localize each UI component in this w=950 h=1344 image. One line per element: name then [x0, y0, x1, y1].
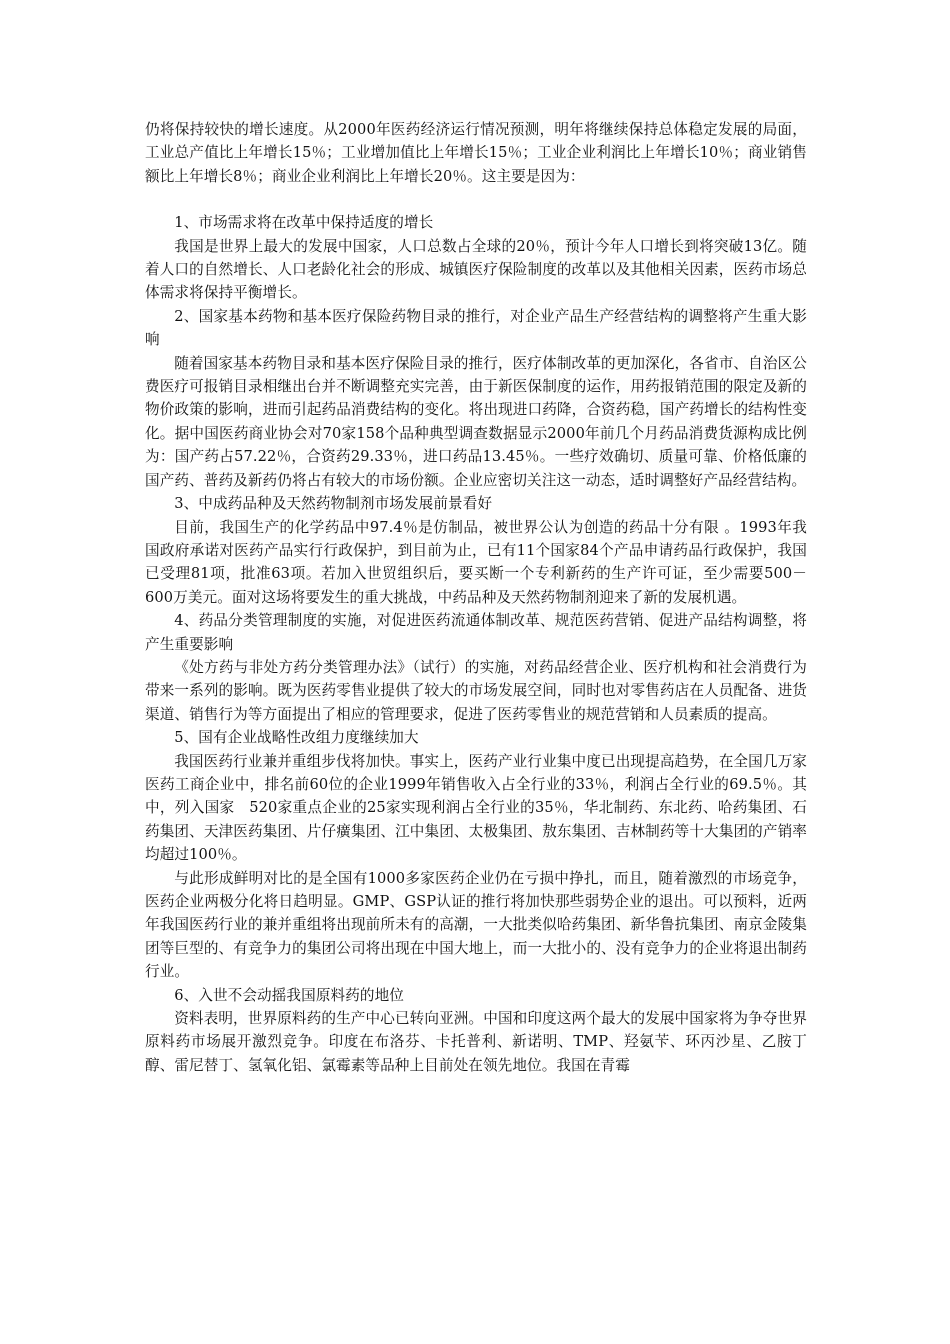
heading-4: 4、药品分类管理制度的实施，对促进医药流通体制改革、规范医药营销、促进产品结构调整，将产生重要影响 [145, 612, 807, 653]
heading-1: 1、市场需求将在改革中保持适度的增长 [174, 214, 434, 232]
paragraph-5b: 与此形成鲜明对比的是全国有1000多家医药企业仍在亏损中挣扎，而且，随着激烈的市场竞争，医药企业两极分化将日趋明显。GMP、GSP认证的推行将加快那些弱势企业的退出。可以预料，近两年我国医药行业的兼并重组将出现前所未有的高潮，一大批类似哈药集团、新华鲁抗集团、南京金陵集团等巨型的、有竞争力的集团公司将出现在中国大地上，而一大批小的、没有竞争力的企业将退出制药行业。 [145, 869, 807, 981]
paragraph-3: 目前，我国生产的化学药品中97.4％是仿制品，被世界公认为创造的药品十分有限 。1993年我国政府承诺对医药产品实行行政保护，到目前为止，已有11个国家84个产品申请药品行政保护，我国已受理81项，批准63项。若加入世贸组织后，要买断一个专利新药的生产许可证，至少需要500－600万美元。面对这场将要发生的重大挑战，中药品种及天然药物制剂迎来了新的发展机遇。 [145, 518, 807, 606]
heading-6: 6、入世不会动摇我国原料药的地位 [174, 986, 404, 1004]
paragraph-4: 《处方药与非处方药分类管理办法》（试行）的实施，对药品经营企业、医疗机构和社会消费行为带来一系列的影响。既为医药零售业提供了较大的市场发展空间，同时也对零售药店在人员配备、进货渠道、销售行为等方面提出了相应的管理要求，促进了医药零售业的规范营销和人员素质的提高。 [145, 658, 807, 723]
paragraph-intro: 仍将保持较快的增长速度。从2000年医药经济运行情况预测，明年将继续保持总体稳定发展的局面，工业总产值比上年增长15％；工业增加值比上年增长15％；工业企业利润比上年增长10％；商业销售额比上年增长8％；商业企业利润比上年增长20％。这主要是因为： [145, 121, 807, 185]
blank-line [145, 188, 807, 211]
paragraph-6: 资料表明，世界原料药的生产中心已转向亚洲。中国和印度这两个最大的发展中国家将为争夺世界原料药市场展开激烈竞争。印度在布洛芬、卡托普利、新诺明、TMP、羟氨苄、环丙沙星、乙胺丁醇、雷尼替丁、氢氧化铝、氯霉素等品种上目前处在领先地位。我国在青霉 [145, 1010, 807, 1074]
document-page [145, 118, 807, 1077]
paragraph-5a: 我国医药行业兼并重组步伐将加快。事实上，医药产业行业集中度已出现提高趋势，在全国几万家医药工商企业中，排名前60位的企业1999年销售收入占全行业的33％，利润占全行业的69.5％。其中，列入国家 520家重点企业的25家实现利润占全行业的35％，华北制药、东北药、哈药集团、石药集团、天津医药集团、片仔癀集团、江中集团、太极集团、敖东集团、吉林制药等十大集团的产销率均超过100％。 [145, 752, 807, 864]
heading-2: 2、国家基本药物和基本医疗保险药物目录的推行，对企业产品生产经营结构的调整将产生重大影响 [145, 307, 807, 349]
heading-3: 3、中成药品种及天然药物制剂市场发展前景看好 [174, 495, 493, 513]
heading-5: 5、国有企业战略性改组力度继续加大 [174, 729, 419, 747]
paragraph-1: 我国是世界上最大的发展中国家，人口总数占全球的20％，预计今年人口增长到将突破13亿。随着人口的自然增长、人口老龄化社会的形成、城镇医疗保险制度的改革以及其他相关因素，医药市场总体需求将保持平衡增长。 [145, 237, 807, 302]
paragraph-2: 随着国家基本药物目录和基本医疗保险目录的推行，医疗体制改革的更加深化，各省市、自治区公费医疗可报销目录相继出台并不断调整充实完善，由于新医保制度的运作，用药报销范围的限定及新的物价政策的影响，进而引起药品消费结构的变化。将出现进口药降，合资药稳，国产药增长的结构性变化。据中国医药商业协会对70家158个品种典型调查数据显示2000年前几个月药品消费货源构成比例为：国产药占57.22％，合资药29.33％，进口药品13.45％。一些疗效确切、质量可靠、价格低廉的国产药、普药及新药仍将占有较大的市场份额。企业应密切关注这一动态，适时调整好产品经营结构。 [145, 354, 807, 489]
